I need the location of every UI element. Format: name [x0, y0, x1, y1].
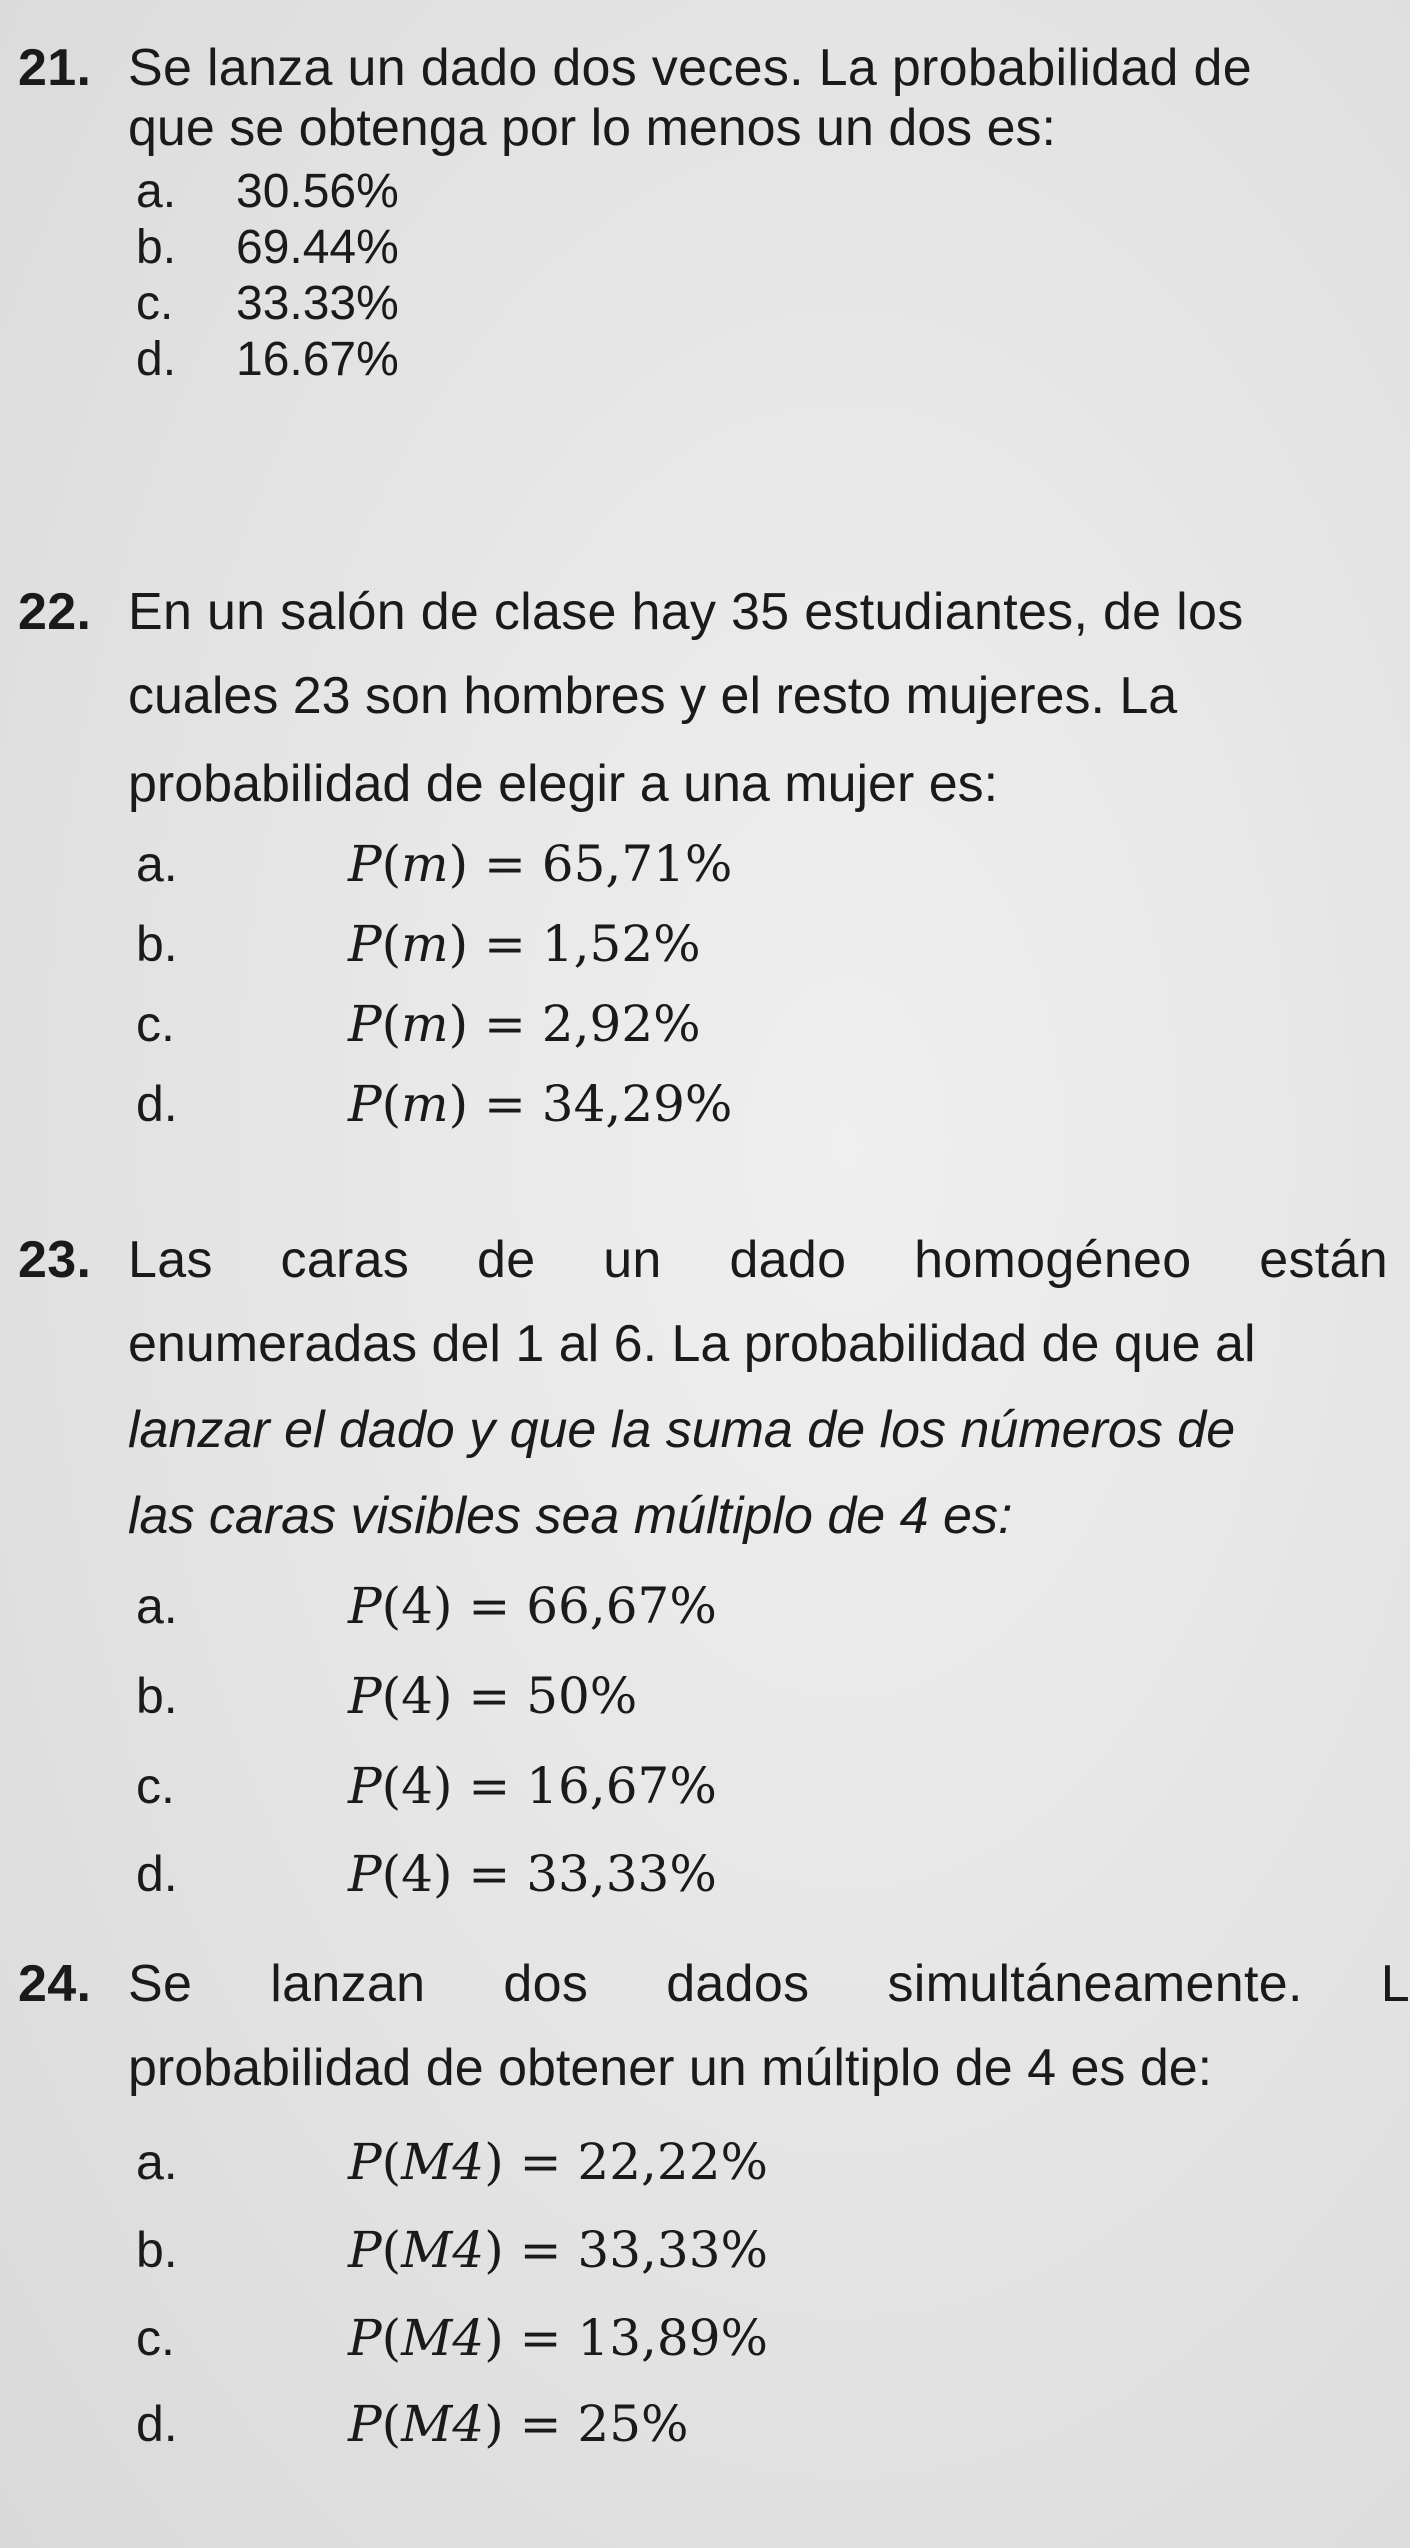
question-text: Las caras de un dado homogéneo están: [128, 1231, 1388, 1289]
question-text: que se obtenga por lo menos un dos es:: [128, 99, 1056, 157]
option-b: [136, 914, 701, 974]
question-number: 22.: [18, 583, 92, 641]
option-formula: P(M4) = 13,89%: [348, 2309, 769, 2367]
option-letter: b.: [136, 1668, 178, 1724]
option-formula: P(m) = 1,52%: [348, 915, 701, 973]
option-formula: P(M4) = 25%: [348, 2395, 689, 2453]
question-text: enumeradas del 1 al 6. La probabilidad de que al: [128, 1315, 1256, 1373]
question-24-line-1: [18, 1954, 1410, 2014]
question-text: probabilidad de elegir a una mujer es:: [128, 755, 999, 813]
question-22-line-1: [18, 582, 1244, 642]
option-c: [136, 274, 399, 334]
option-a: [136, 162, 399, 222]
option-b: [136, 1666, 637, 1726]
option-a: [136, 1576, 717, 1636]
option-letter: c.: [136, 277, 174, 330]
option-letter: a.: [136, 1578, 178, 1634]
option-formula: P(M4) = 22,22%: [348, 2133, 769, 2191]
option-formula: P(4) = 50%: [348, 1667, 638, 1725]
option-d: [136, 1074, 732, 1134]
option-letter: d.: [136, 1846, 178, 1902]
option-letter: a.: [136, 2134, 178, 2190]
option-b: [136, 218, 399, 278]
option-letter: a.: [136, 836, 178, 892]
question-number: 24.: [18, 1955, 92, 2013]
option-d: [136, 2394, 689, 2454]
option-letter: a.: [136, 165, 177, 218]
option-value: 16.67%: [236, 333, 399, 386]
option-formula: P(4) = 33,33%: [348, 1845, 717, 1903]
question-text: lanzar el dado y que la suma de los números de: [128, 1401, 1236, 1459]
option-c: [136, 1756, 717, 1816]
option-letter: b.: [136, 2222, 178, 2278]
option-formula: P(M4) = 33,33%: [348, 2221, 769, 2279]
question-23-line-1: [18, 1230, 1388, 1290]
option-a: [136, 834, 732, 894]
question-number: 21.: [18, 39, 92, 97]
option-letter: b.: [136, 221, 177, 274]
option-letter: c.: [136, 996, 175, 1052]
question-text: las caras visibles sea múltiplo de 4 es:: [128, 1487, 1013, 1545]
option-formula: P(4) = 16,67%: [348, 1757, 717, 1815]
question-text: Se lanzan dos dados simultáneamente. L: [128, 1955, 1410, 2013]
option-value: 30.56%: [236, 165, 399, 218]
option-formula: P(4) = 66,67%: [348, 1577, 717, 1635]
option-a: [136, 2132, 768, 2192]
option-value: 33.33%: [236, 277, 399, 330]
option-d: [136, 1844, 717, 1904]
option-letter: b.: [136, 916, 178, 972]
question-number: 23.: [18, 1231, 92, 1289]
option-c: [136, 2308, 768, 2368]
option-d: [136, 330, 399, 390]
option-letter: d.: [136, 1076, 178, 1132]
question-text: probabilidad de obtener un múltiplo de 4 es de:: [128, 2039, 1213, 2097]
option-b: [136, 2220, 768, 2280]
question-21-line-1: [18, 38, 1252, 98]
option-letter: d.: [136, 2396, 178, 2452]
option-letter: c.: [136, 1758, 175, 1814]
option-c: [136, 994, 701, 1054]
question-text: cuales 23 son hombres y el resto mujeres. La: [128, 667, 1178, 725]
option-formula: P(m) = 65,71%: [348, 835, 733, 893]
question-text: En un salón de clase hay 35 estudiantes, de los: [128, 583, 1244, 641]
question-text: Se lanza un dado dos veces. La probabilidad de: [128, 39, 1252, 97]
option-value: 69.44%: [236, 221, 399, 274]
option-letter: c.: [136, 2310, 175, 2366]
option-formula: P(m) = 34,29%: [348, 1075, 733, 1133]
option-letter: d.: [136, 333, 177, 386]
option-formula: P(m) = 2,92%: [348, 995, 701, 1053]
